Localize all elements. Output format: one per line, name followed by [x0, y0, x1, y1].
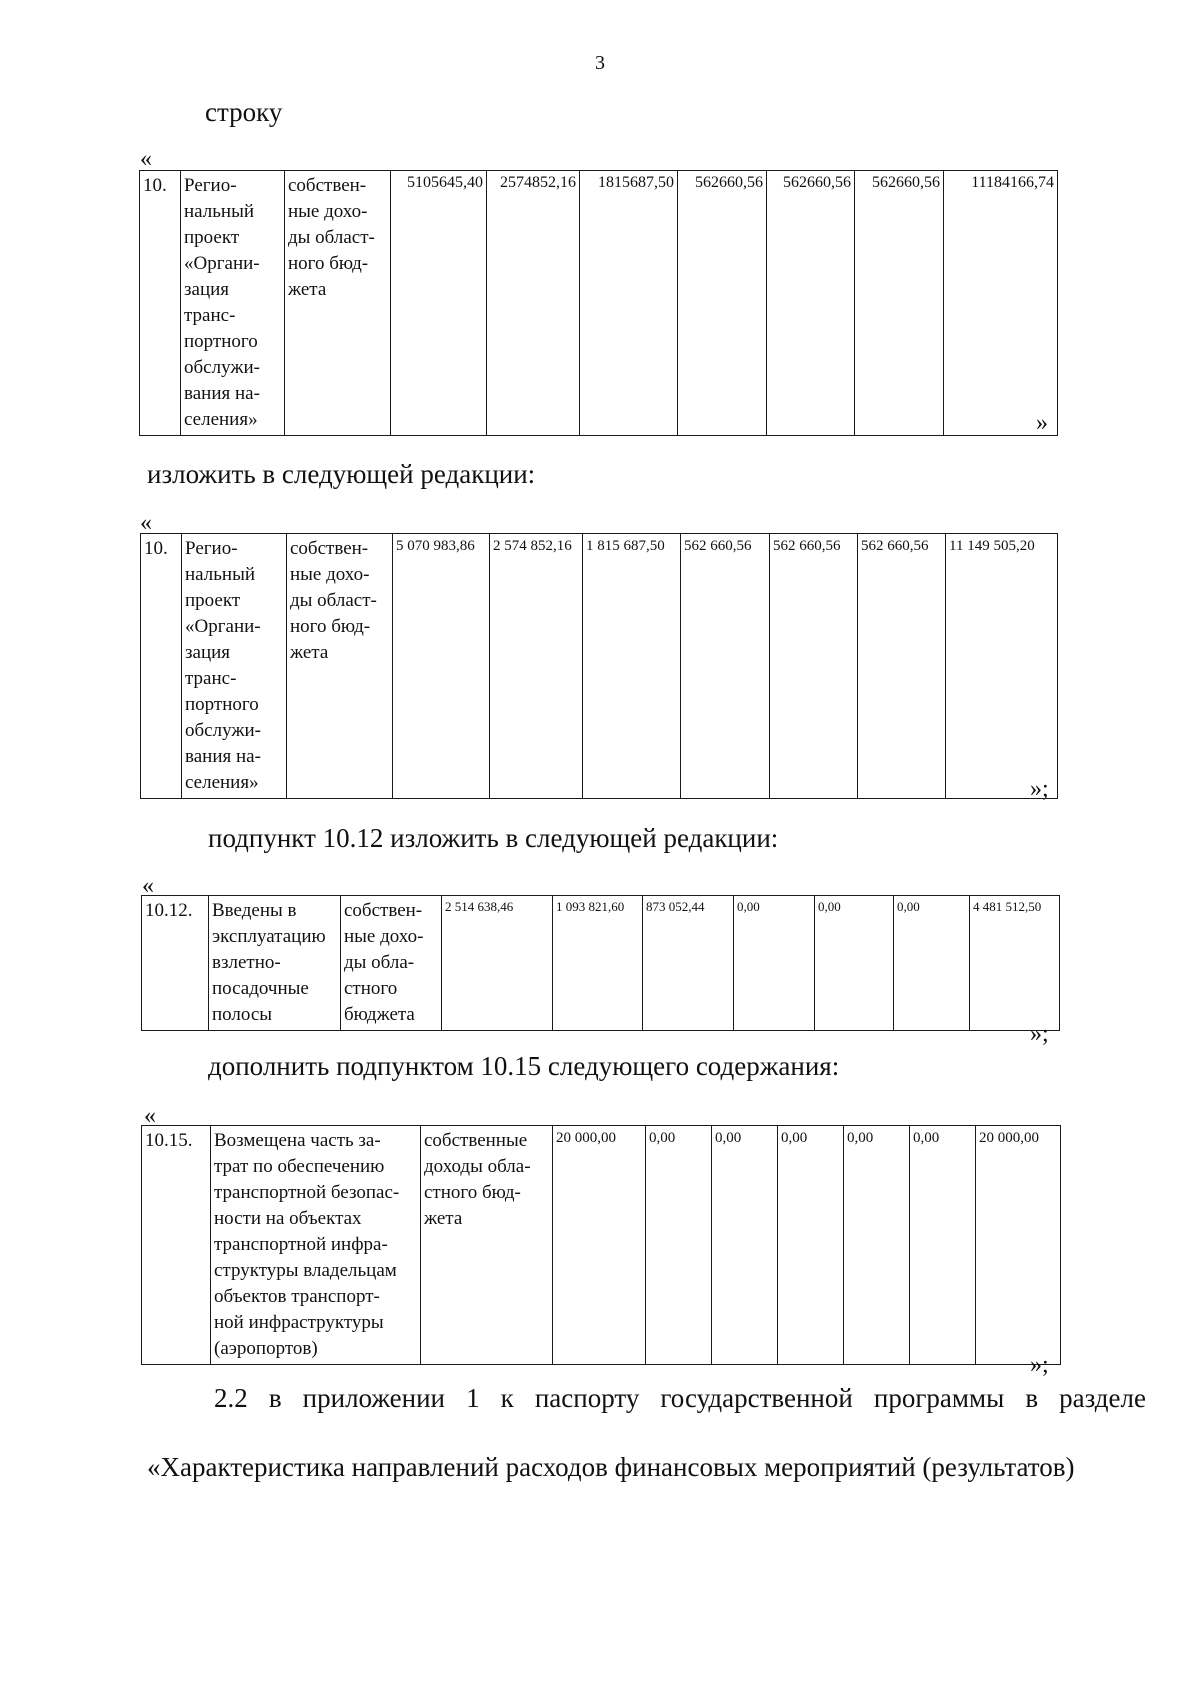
- value-cell: 4 481 512,50: [970, 896, 1060, 1031]
- value-cell: 0,00: [894, 896, 970, 1031]
- paragraph-10-15: дополнить подпунктом 10.15 следующего содержания:: [208, 1051, 840, 1081]
- value-cell: 20 000,00: [976, 1126, 1061, 1365]
- row-number: 10.15.: [142, 1126, 211, 1365]
- close-quote: »;: [1030, 776, 1049, 802]
- close-quote: »;: [1030, 1021, 1049, 1047]
- row-name: Введены в эксплуатацию взлетно- посадочные полосы: [209, 896, 341, 1031]
- row-number: 10.: [140, 171, 181, 436]
- value-cell: 562 660,56: [770, 534, 858, 799]
- value-cell: 20 000,00: [553, 1126, 646, 1365]
- subitem-10-15-table: [141, 1125, 1061, 1365]
- value-cell: 0,00: [646, 1126, 712, 1365]
- paragraph-10-12: подпункт 10.12 изложить в следующей редакции:: [208, 823, 779, 853]
- value-cell: 0,00: [734, 896, 815, 1031]
- row-name: Регио- нальный проект «Органи- зация транс- портного обслужи- вания на- селения»: [181, 171, 285, 436]
- paragraph-2-2-line1: 2.2 в приложении 1 к паспорту государственной программы в разделе: [214, 1383, 1146, 1413]
- value-cell: 562 660,56: [858, 534, 946, 799]
- new-row-table: [140, 533, 1058, 799]
- value-cell: 562 660,56: [681, 534, 770, 799]
- value-cell: 5105645,40: [391, 171, 487, 436]
- value-cell: 2 514 638,46: [442, 896, 553, 1031]
- subitem-10-12-table: [141, 895, 1060, 1031]
- open-quote: «: [140, 510, 152, 536]
- value-cell: 562660,56: [767, 171, 855, 436]
- value-cell: 562660,56: [855, 171, 944, 436]
- intro-line: строку: [205, 97, 283, 127]
- row-name: Возмещена часть за- трат по обеспечению транспортной безопас- ности на объектах транспортной инфра- структуры владельцам объектов транспорт- ной инфраструктуры (аэропортов): [211, 1126, 421, 1365]
- row-name: Регио- нальный проект «Органи- зация транс- портного обслужи- вания на- селения»: [182, 534, 287, 799]
- value-cell: 1815687,50: [580, 171, 678, 436]
- paragraph-2-2-line2: «Характеристика направлений расходов финансовых мероприятий (результатов): [147, 1452, 1075, 1482]
- row-source: собствен- ные дохо- ды област- ного бюд- жета: [285, 171, 391, 436]
- close-quote: »;: [1030, 1352, 1049, 1378]
- open-quote: «: [140, 146, 152, 172]
- value-cell: 0,00: [712, 1126, 778, 1365]
- row-source: собственные доходы обла- стного бюд- жета: [421, 1126, 553, 1365]
- value-cell: 5 070 983,86: [393, 534, 490, 799]
- value-cell: 1 093 821,60: [553, 896, 643, 1031]
- value-cell: 0,00: [844, 1126, 910, 1365]
- value-cell: 0,00: [778, 1126, 844, 1365]
- row-source: собствен- ные дохо- ды обла- стного бюджета: [341, 896, 442, 1031]
- value-cell: 0,00: [910, 1126, 976, 1365]
- value-cell: 2 574 852,16: [490, 534, 583, 799]
- close-quote: »: [1036, 410, 1048, 436]
- row-number: 10.: [141, 534, 182, 799]
- value-cell: 11184166,74: [944, 171, 1058, 436]
- paragraph-edit: изложить в следующей редакции:: [147, 459, 536, 489]
- value-cell: 873 052,44: [643, 896, 734, 1031]
- value-cell: 562660,56: [678, 171, 767, 436]
- page-number: 3: [595, 52, 605, 74]
- row-number: 10.12.: [142, 896, 209, 1031]
- value-cell: 1 815 687,50: [583, 534, 681, 799]
- row-source: собствен- ные дохо- ды област- ного бюд- жета: [287, 534, 393, 799]
- value-cell: 2574852,16: [487, 171, 580, 436]
- open-quote: «: [144, 1103, 156, 1129]
- value-cell: 11 149 505,20: [946, 534, 1058, 799]
- old-row-table: [139, 170, 1058, 436]
- value-cell: 0,00: [815, 896, 894, 1031]
- open-quote: «: [142, 873, 154, 899]
